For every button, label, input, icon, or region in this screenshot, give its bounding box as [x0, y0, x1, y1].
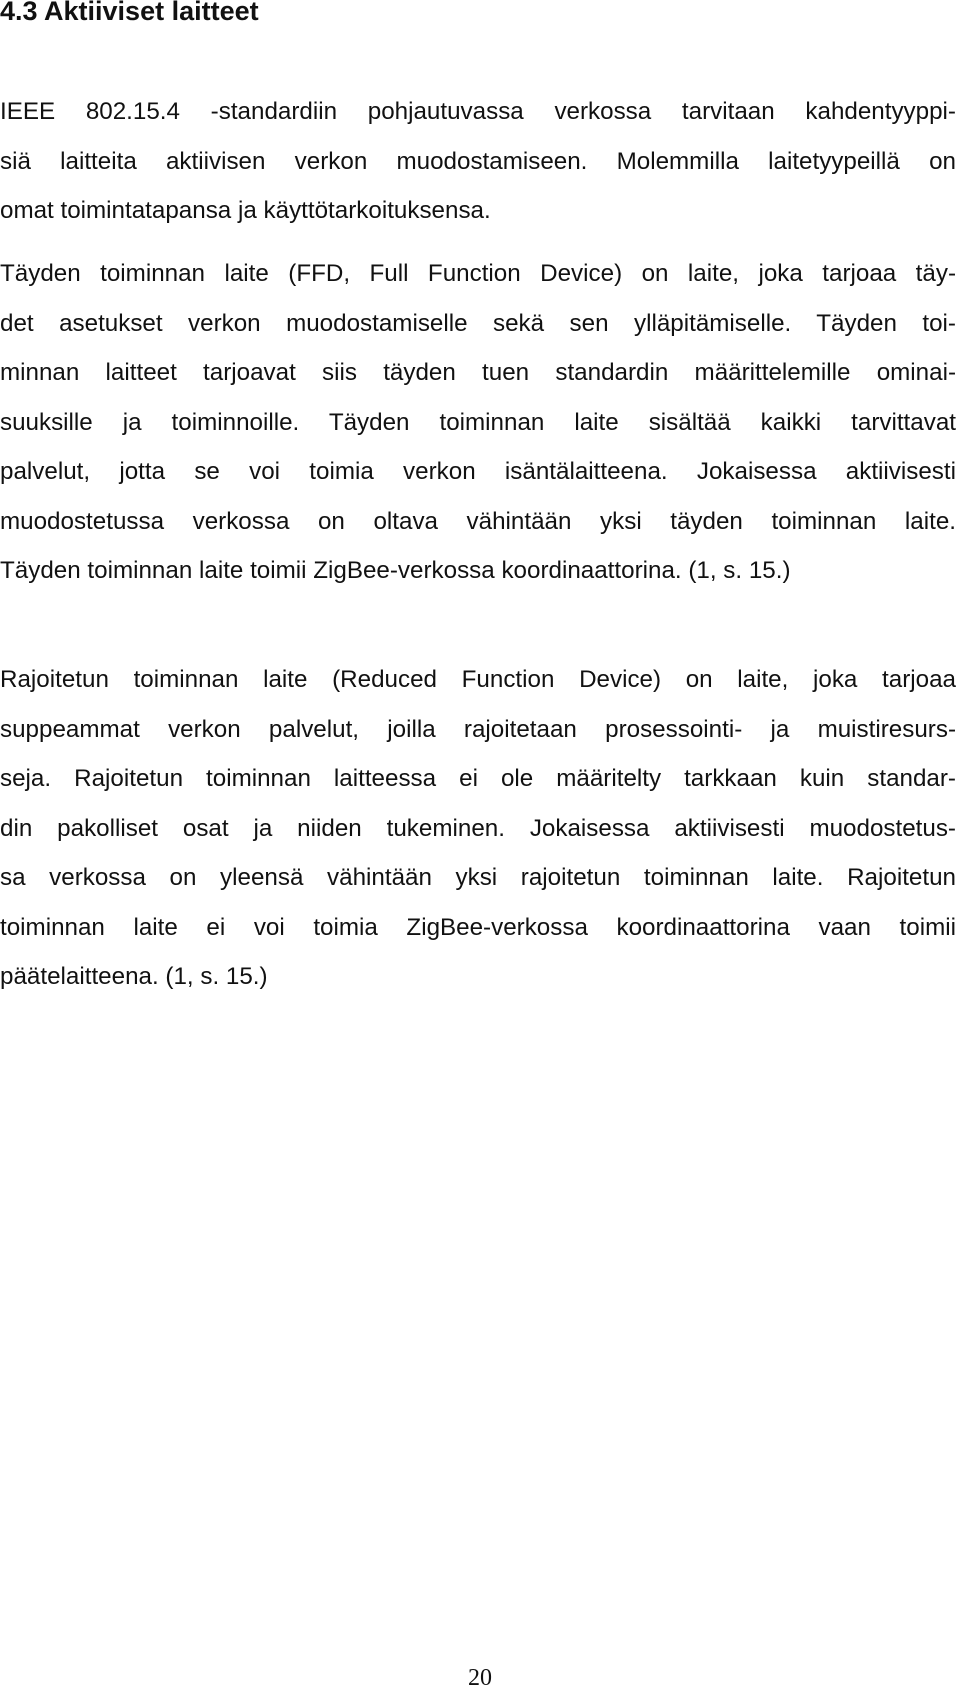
paragraph-line: Täyden toiminnan laite toimii ZigBee-verkossa koordinaattorina. (1, s. 15.) [0, 557, 791, 584]
paragraph-line: suppeammat verkon palvelut, joilla rajoitetaan prosessointi- ja muistiresurs- [0, 715, 956, 743]
paragraph-line: Täyden toiminnan laite (FFD, Full Function Device) on laite, joka tarjoaa täy- [0, 260, 956, 287]
paragraph-line: suuksille ja toiminnoille. Täyden toiminnan laite sisältää kaikki tarvittavat [0, 408, 956, 436]
paragraph-line: sa verkossa on yleensä vähintään yksi rajoitetun toiminnan laite. Rajoitetun [0, 864, 956, 891]
paragraph-line: Rajoitetun toiminnan laite (Reduced Function Device) on laite, joka tarjoaa [0, 666, 956, 693]
paragraph-line: minnan laitteet tarjoavat siis täyden tuen standardin määrittelemille ominai- [0, 359, 956, 386]
paragraph-line: päätelaitteena. (1, s. 15.) [0, 963, 268, 990]
paragraph-line: palvelut, jotta se voi toimia verkon isäntälaitteena. Jokaisessa aktiivisesti [0, 458, 956, 485]
paragraph-line: seja. Rajoitetun toiminnan laitteessa ei ole määritelty tarkkaan kuin standar- [0, 765, 956, 792]
paragraph-line: omat toimintatapansa ja käyttötarkoituksensa. [0, 197, 491, 224]
paragraph-intro [0, 87, 956, 236]
paragraph-line: det asetukset verkon muodostamiselle sekä sen ylläpitämiselle. Täyden toi- [0, 309, 956, 337]
paragraph-line: toiminnan laite ei voi toimia ZigBee-verkossa koordinaattorina vaan toimii [0, 913, 956, 941]
paragraph-line: muodostetussa verkossa on oltava vähintään yksi täyden toiminnan laite. [0, 507, 956, 535]
paragraph-ffd [0, 249, 956, 596]
paragraph-rfd [0, 655, 956, 1002]
paragraph-line: din pakolliset osat ja niiden tukeminen. Jokaisessa aktiivisesti muodostetus- [0, 814, 956, 842]
section-heading: 4.3 Aktiiviset laitteet [0, 0, 259, 26]
paragraph-line: siä laitteita aktiivisen verkon muodostamiseen. Molemmilla laitetyypeillä on [0, 147, 956, 175]
paragraph-line: IEEE 802.15.4 -standardiin pohjautuvassa verkossa tarvitaan kahdentyyppi- [0, 98, 956, 125]
page-number: 20 [468, 1665, 492, 1691]
